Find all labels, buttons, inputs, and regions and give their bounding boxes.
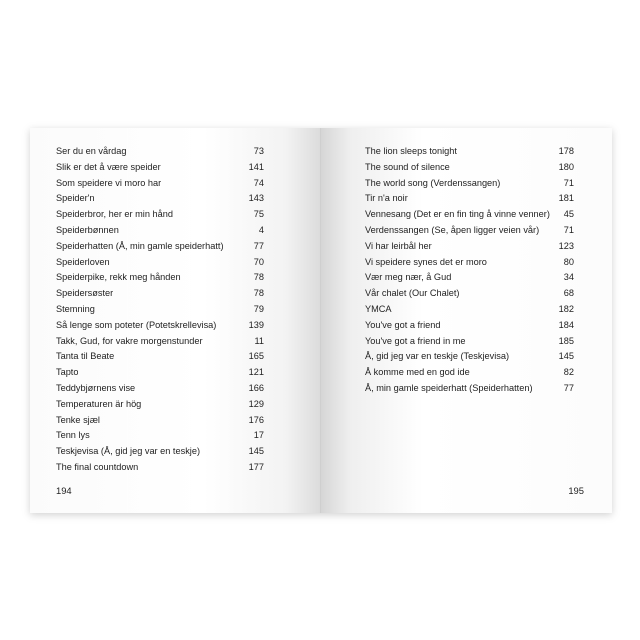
- entry-title: Stemning: [56, 303, 95, 314]
- index-entry: [56, 270, 264, 286]
- index-entry: [56, 239, 264, 255]
- entry-title: Temperaturen är hög: [56, 398, 142, 409]
- entry-title: YMCA: [365, 303, 392, 314]
- index-entry: [56, 207, 264, 223]
- entry-title: Slik er det å være speider: [56, 161, 161, 172]
- index-entry: [365, 144, 574, 160]
- index-entry: [56, 428, 264, 444]
- entry-title: Tir n'a noir: [365, 193, 408, 204]
- left-index-list: [56, 144, 264, 476]
- entry-page-number: 139: [248, 319, 264, 330]
- index-entry: [56, 223, 264, 239]
- entry-title: Tenke sjæl: [56, 414, 100, 425]
- entry-title: The sound of silence: [365, 161, 450, 172]
- entry-title: Speiderpike, rekk meg hånden: [56, 272, 181, 283]
- entry-title: Å, gid jeg var en teskje (Teskjevisa): [365, 351, 509, 362]
- entry-title: Tapto: [56, 367, 79, 378]
- entry-page-number: 17: [253, 430, 264, 441]
- entry-title: Teddybjørnens vise: [56, 382, 136, 393]
- entry-title: Speider'n: [56, 193, 95, 204]
- entry-title: Så lenge som poteter (Potetskrellevisa): [56, 319, 217, 330]
- entry-page-number: 78: [253, 288, 264, 299]
- entry-title: Speiderhatten (Å, min gamle speiderhatt): [56, 240, 224, 251]
- entry-title: Vi har leirbål her: [365, 240, 432, 251]
- index-entry: [56, 365, 264, 381]
- index-entry: [365, 302, 574, 318]
- entry-page-number: 143: [248, 193, 264, 204]
- entry-page-number: 71: [563, 224, 574, 235]
- index-entry: [56, 191, 264, 207]
- index-entry: [365, 318, 574, 334]
- index-entry: [56, 160, 264, 176]
- entry-title: Tanta til Beate: [56, 351, 115, 362]
- index-entry: [56, 176, 264, 192]
- entry-title: Speiderbønnen: [56, 224, 119, 235]
- right-page: [321, 128, 612, 513]
- index-entry: [56, 318, 264, 334]
- entry-title: Tenn lys: [56, 430, 90, 441]
- index-entry: [365, 365, 574, 381]
- entry-title: Å, min gamle speiderhatt (Speiderhatten): [365, 382, 533, 393]
- entry-page-number: 75: [253, 209, 264, 220]
- entry-page-number: 77: [253, 240, 264, 251]
- index-entry: [365, 239, 574, 255]
- entry-page-number: 70: [253, 256, 264, 267]
- index-entry: [56, 302, 264, 318]
- index-entry: [365, 160, 574, 176]
- entry-page-number: 68: [563, 288, 574, 299]
- index-entry: [365, 223, 574, 239]
- entry-page-number: 145: [248, 446, 264, 457]
- entry-page-number: 74: [253, 177, 264, 188]
- entry-page-number: 123: [558, 240, 574, 251]
- index-entry: [365, 381, 574, 397]
- entry-page-number: 79: [253, 303, 264, 314]
- left-page-number: 194: [56, 485, 72, 496]
- index-entry: [56, 144, 264, 160]
- index-entry: [365, 255, 574, 271]
- entry-page-number: 11: [254, 335, 264, 346]
- entry-page-number: 77: [563, 382, 574, 393]
- index-entry: [56, 334, 264, 350]
- entry-page-number: 78: [253, 272, 264, 283]
- entry-page-number: 182: [558, 303, 574, 314]
- entry-page-number: 129: [248, 398, 264, 409]
- entry-title: Ser du en vårdag: [56, 146, 127, 156]
- index-entry: [56, 381, 264, 397]
- entry-title: The lion sleeps tonight: [365, 146, 457, 156]
- index-entry: [365, 176, 574, 192]
- entry-title: Som speidere vi moro har: [56, 177, 162, 188]
- entry-title: Vær meg nær, å Gud: [365, 272, 452, 283]
- entry-page-number: 145: [558, 351, 574, 362]
- index-entry: [365, 286, 574, 302]
- entry-page-number: 180: [558, 161, 574, 172]
- entry-title: You've got a friend: [365, 319, 441, 330]
- entry-title: You've got a friend in me: [365, 335, 466, 346]
- index-entry: [56, 349, 264, 365]
- entry-title: Vi speidere synes det er moro: [365, 256, 487, 267]
- entry-title: The final countdown: [56, 461, 139, 472]
- entry-page-number: 166: [248, 382, 264, 393]
- entry-page-number: 73: [253, 146, 264, 156]
- index-entry: [56, 444, 264, 460]
- entry-page-number: 184: [558, 319, 574, 330]
- index-entry: [365, 207, 574, 223]
- index-entry: [56, 397, 264, 413]
- entry-title: Å komme med en god ide: [365, 367, 470, 378]
- entry-title: The world song (Verdenssangen): [365, 177, 501, 188]
- right-index-list: [365, 144, 574, 397]
- entry-title: Speiderloven: [56, 256, 110, 267]
- index-entry: [365, 334, 574, 350]
- left-page: [30, 128, 321, 513]
- entry-title: Vennesang (Det er en fin ting å vinne venner): [365, 209, 550, 220]
- entry-page-number: 34: [563, 272, 574, 283]
- entry-title: Speiderbror, her er min hånd: [56, 209, 173, 220]
- index-entry: [56, 413, 264, 429]
- index-entry: [56, 460, 264, 476]
- index-entry: [56, 286, 264, 302]
- entry-title: Vår chalet (Our Chalet): [365, 288, 460, 299]
- entry-page-number: 82: [563, 367, 574, 378]
- index-entry: [365, 349, 574, 365]
- entry-page-number: 121: [248, 367, 264, 378]
- entry-page-number: 185: [558, 335, 574, 346]
- entry-page-number: 176: [248, 414, 264, 425]
- entry-page-number: 178: [558, 146, 574, 156]
- entry-title: Verdenssangen (Se, åpen ligger veien vår): [365, 224, 540, 235]
- entry-page-number: 80: [563, 256, 574, 267]
- entry-page-number: 181: [558, 193, 574, 204]
- entry-title: Takk, Gud, for vakre morgenstunder: [56, 335, 203, 346]
- index-entry: [365, 191, 574, 207]
- entry-page-number: 177: [248, 461, 264, 472]
- entry-title: Teskjevisa (Å, gid jeg var en teskje): [56, 446, 200, 457]
- right-page-number: 195: [568, 485, 584, 496]
- entry-page-number: 4: [258, 224, 264, 235]
- entry-page-number: 71: [563, 177, 574, 188]
- index-entry: [56, 255, 264, 271]
- open-book: [30, 128, 612, 513]
- entry-page-number: 141: [248, 161, 264, 172]
- entry-page-number: 165: [248, 351, 264, 362]
- index-entry: [365, 270, 574, 286]
- entry-title: Speidersøster: [56, 288, 114, 299]
- entry-page-number: 45: [563, 209, 574, 220]
